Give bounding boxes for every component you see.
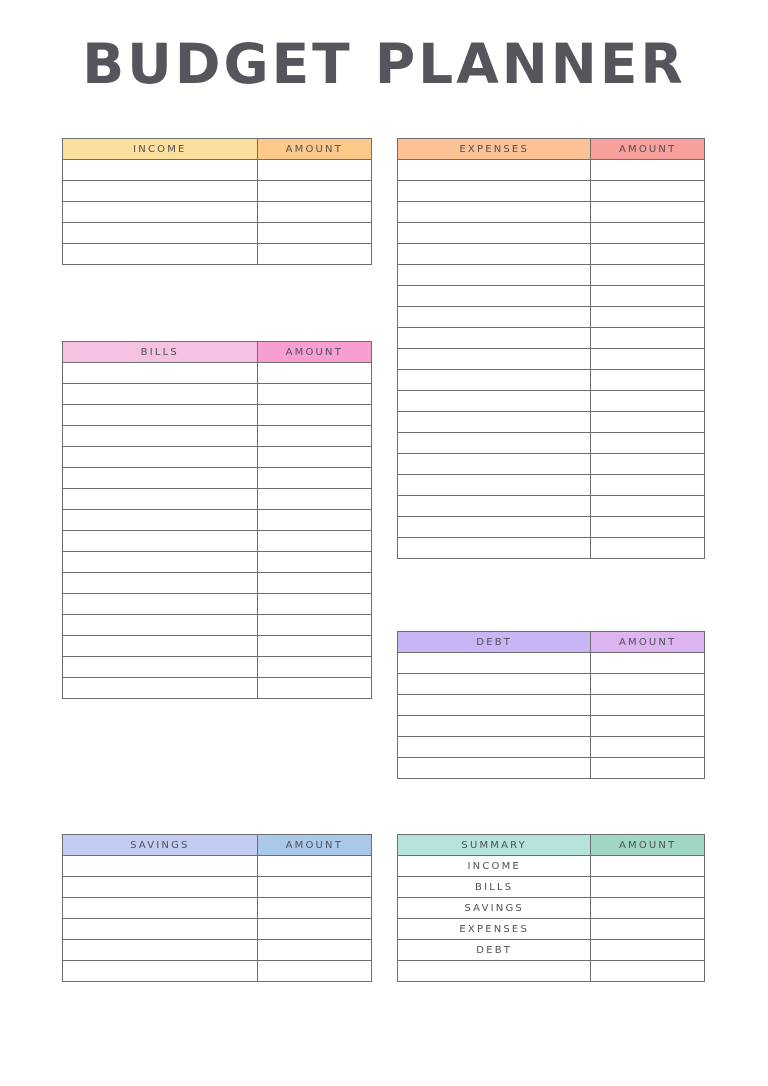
expenses-amount-cell[interactable] [591,391,705,412]
debt-table [397,631,705,779]
expenses-header: EXPENSES [398,139,591,160]
table-header-row [398,632,705,653]
savings-amount-cell[interactable] [257,877,371,898]
expenses-label-cell[interactable] [398,160,591,181]
savings-amount-header: AMOUNT [257,835,371,856]
table-row[interactable] [398,716,705,737]
bills-amount-cell[interactable] [257,363,371,384]
savings-amount-cell[interactable] [257,856,371,877]
expenses-amount-cell[interactable] [591,223,705,244]
table-row[interactable] [398,349,705,370]
expenses-label-cell[interactable] [398,454,591,475]
expenses-total-cell[interactable] [591,538,705,559]
savings-amount-cell[interactable] [257,919,371,940]
bills-label-cell[interactable] [63,573,258,594]
table-header-row [63,139,372,160]
expenses-amount-cell[interactable] [591,517,705,538]
expenses-amount-cell[interactable] [591,454,705,475]
table-header-row [63,342,372,363]
table-row[interactable] [63,510,372,531]
summary-amount-cell[interactable] [591,877,705,898]
table-row[interactable] [398,433,705,454]
bills-label-cell[interactable] [63,363,258,384]
table-row[interactable] [398,454,705,475]
table-row[interactable] [63,384,372,405]
table-row[interactable] [398,856,705,877]
table-row[interactable] [398,919,705,940]
table-total-row[interactable] [63,961,372,982]
savings-total-cell[interactable] [257,961,371,982]
debt-amount-cell[interactable] [591,653,705,674]
expenses-label-cell[interactable] [398,349,591,370]
savings-amount-cell[interactable] [257,940,371,961]
summary-amount-cell[interactable] [591,898,705,919]
bills-amount-cell[interactable] [257,615,371,636]
expenses-amount-cell[interactable] [591,181,705,202]
expenses-label-cell[interactable] [398,223,591,244]
table-row[interactable] [398,653,705,674]
savings-label-cell[interactable] [63,898,258,919]
expenses-amount-cell[interactable] [591,244,705,265]
income-label-cell[interactable] [63,223,258,244]
expenses-label-cell[interactable] [398,391,591,412]
expenses-amount-cell[interactable] [591,160,705,181]
spacer-cell [63,244,258,265]
table-row[interactable] [398,370,705,391]
table-row[interactable] [398,202,705,223]
table-row[interactable] [398,496,705,517]
expenses-label-cell[interactable] [398,412,591,433]
bills-amount-cell[interactable] [257,384,371,405]
table-row[interactable] [398,737,705,758]
table-row[interactable] [398,674,705,695]
expenses-label-cell[interactable] [398,517,591,538]
debt-label-cell[interactable] [398,716,591,737]
spacer-cell [63,678,258,699]
bills-label-cell[interactable] [63,384,258,405]
expenses-amount-cell[interactable] [591,349,705,370]
bills-amount-cell[interactable] [257,531,371,552]
summary-row-label: DEBT [398,940,591,961]
table-row[interactable] [63,898,372,919]
summary-row-label: EXPENSES [398,919,591,940]
savings-label-cell[interactable] [63,919,258,940]
bills-label-cell[interactable] [63,615,258,636]
debt-amount-header: AMOUNT [591,632,705,653]
bills-amount-cell[interactable] [257,552,371,573]
table-row[interactable] [63,447,372,468]
spacer-cell [398,961,591,982]
income-amount-cell[interactable] [257,223,371,244]
savings-label-cell[interactable] [63,877,258,898]
table-row[interactable] [63,573,372,594]
expenses-label-cell[interactable] [398,328,591,349]
table-row[interactable] [398,517,705,538]
table-row[interactable] [63,531,372,552]
table-row[interactable] [63,615,372,636]
bills-amount-cell[interactable] [257,426,371,447]
table-header-row [398,835,705,856]
bills-label-cell[interactable] [63,447,258,468]
table-row[interactable] [398,940,705,961]
table-row[interactable] [63,919,372,940]
bills-label-cell[interactable] [63,510,258,531]
table-row[interactable] [398,695,705,716]
table-row[interactable] [63,856,372,877]
bills-amount-cell[interactable] [257,510,371,531]
table-row[interactable] [63,426,372,447]
savings-table [62,834,372,982]
table-row[interactable] [398,877,705,898]
expenses-amount-cell[interactable] [591,286,705,307]
page-title: BUDGET PLANNER [82,32,686,96]
bills-label-cell[interactable] [63,552,258,573]
income-amount-cell[interactable] [257,202,371,223]
expenses-table [397,138,705,559]
bills-amount-cell[interactable] [257,405,371,426]
summary-total-cell[interactable] [591,961,705,982]
expenses-label-cell[interactable] [398,307,591,328]
bills-label-cell[interactable] [63,468,258,489]
bills-label-cell[interactable] [63,531,258,552]
expenses-amount-cell[interactable] [591,496,705,517]
table-row[interactable] [63,657,372,678]
table-row[interactable] [63,160,372,181]
table-row[interactable] [398,898,705,919]
bills-amount-cell[interactable] [257,447,371,468]
table-row[interactable] [63,202,372,223]
bills-amount-cell[interactable] [257,657,371,678]
income-table [62,138,372,265]
table-row[interactable] [398,160,705,181]
bills-amount-cell[interactable] [257,573,371,594]
table-row[interactable] [398,181,705,202]
bills-amount-cell[interactable] [257,468,371,489]
debt-label-cell[interactable] [398,674,591,695]
bills-amount-cell[interactable] [257,489,371,510]
income-header: INCOME [63,139,258,160]
savings-amount-cell[interactable] [257,898,371,919]
debt-label-cell[interactable] [398,737,591,758]
expenses-amount-cell[interactable] [591,328,705,349]
bills-table [62,341,372,699]
table-row[interactable] [398,223,705,244]
expenses-label-cell[interactable] [398,265,591,286]
table-row[interactable] [398,286,705,307]
table-total-row[interactable] [63,244,372,265]
expenses-label-cell[interactable] [398,475,591,496]
savings-label-cell[interactable] [63,940,258,961]
expenses-label-cell[interactable] [398,433,591,454]
table-row[interactable] [398,307,705,328]
debt-header: DEBT [398,632,591,653]
table-row[interactable] [398,328,705,349]
spacer-cell [398,538,591,559]
income-amount-header: AMOUNT [257,139,371,160]
table-header-row [63,835,372,856]
expenses-amount-cell[interactable] [591,307,705,328]
bills-label-cell[interactable] [63,405,258,426]
summary-row-label: BILLS [398,877,591,898]
income-label-cell[interactable] [63,202,258,223]
bills-amount-header: AMOUNT [257,342,371,363]
expenses-label-cell[interactable] [398,286,591,307]
table-row[interactable] [398,391,705,412]
income-label-cell[interactable] [63,160,258,181]
table-row[interactable] [63,223,372,244]
expenses-label-cell[interactable] [398,244,591,265]
bills-label-cell[interactable] [63,426,258,447]
debt-amount-cell[interactable] [591,737,705,758]
summary-row-label: INCOME [398,856,591,877]
debt-amount-cell[interactable] [591,674,705,695]
table-row[interactable] [63,181,372,202]
expenses-amount-cell[interactable] [591,370,705,391]
debt-label-cell[interactable] [398,653,591,674]
table-total-row[interactable] [63,678,372,699]
summary-table [397,834,705,982]
expenses-amount-cell[interactable] [591,265,705,286]
table-total-row[interactable] [398,538,705,559]
expenses-label-cell[interactable] [398,181,591,202]
table-row[interactable] [63,940,372,961]
savings-header: SAVINGS [63,835,258,856]
table-row[interactable] [63,363,372,384]
table-row[interactable] [63,468,372,489]
bills-label-cell[interactable] [63,657,258,678]
table-total-row[interactable] [398,758,705,779]
table-header-row [398,139,705,160]
table-row[interactable] [63,594,372,615]
summary-amount-cell[interactable] [591,856,705,877]
expenses-amount-cell[interactable] [591,433,705,454]
bills-label-cell[interactable] [63,636,258,657]
savings-label-cell[interactable] [63,856,258,877]
table-row[interactable] [63,552,372,573]
summary-amount-header: AMOUNT [591,835,705,856]
bills-label-cell[interactable] [63,594,258,615]
expenses-amount-cell[interactable] [591,475,705,496]
income-amount-cell[interactable] [257,181,371,202]
summary-amount-cell[interactable] [591,919,705,940]
expenses-amount-header: AMOUNT [591,139,705,160]
income-label-cell[interactable] [63,181,258,202]
table-row[interactable] [63,877,372,898]
table-total-row[interactable] [398,961,705,982]
spacer-cell [398,758,591,779]
debt-amount-cell[interactable] [591,695,705,716]
bills-label-cell[interactable] [63,489,258,510]
debt-amount-cell[interactable] [591,716,705,737]
table-row[interactable] [398,265,705,286]
table-row[interactable] [398,244,705,265]
table-row[interactable] [63,405,372,426]
summary-row-label: SAVINGS [398,898,591,919]
table-row[interactable] [63,636,372,657]
expenses-amount-cell[interactable] [591,202,705,223]
bills-amount-cell[interactable] [257,594,371,615]
debt-label-cell[interactable] [398,695,591,716]
income-total-cell[interactable] [257,244,371,265]
expenses-label-cell[interactable] [398,370,591,391]
expenses-label-cell[interactable] [398,202,591,223]
expenses-amount-cell[interactable] [591,412,705,433]
table-row[interactable] [398,412,705,433]
debt-total-cell[interactable] [591,758,705,779]
bills-amount-cell[interactable] [257,636,371,657]
summary-header: SUMMARY [398,835,591,856]
income-amount-cell[interactable] [257,160,371,181]
expenses-label-cell[interactable] [398,496,591,517]
bills-total-cell[interactable] [257,678,371,699]
summary-amount-cell[interactable] [591,940,705,961]
spacer-cell [63,961,258,982]
bills-header: BILLS [63,342,258,363]
table-row[interactable] [398,475,705,496]
table-row[interactable] [63,489,372,510]
